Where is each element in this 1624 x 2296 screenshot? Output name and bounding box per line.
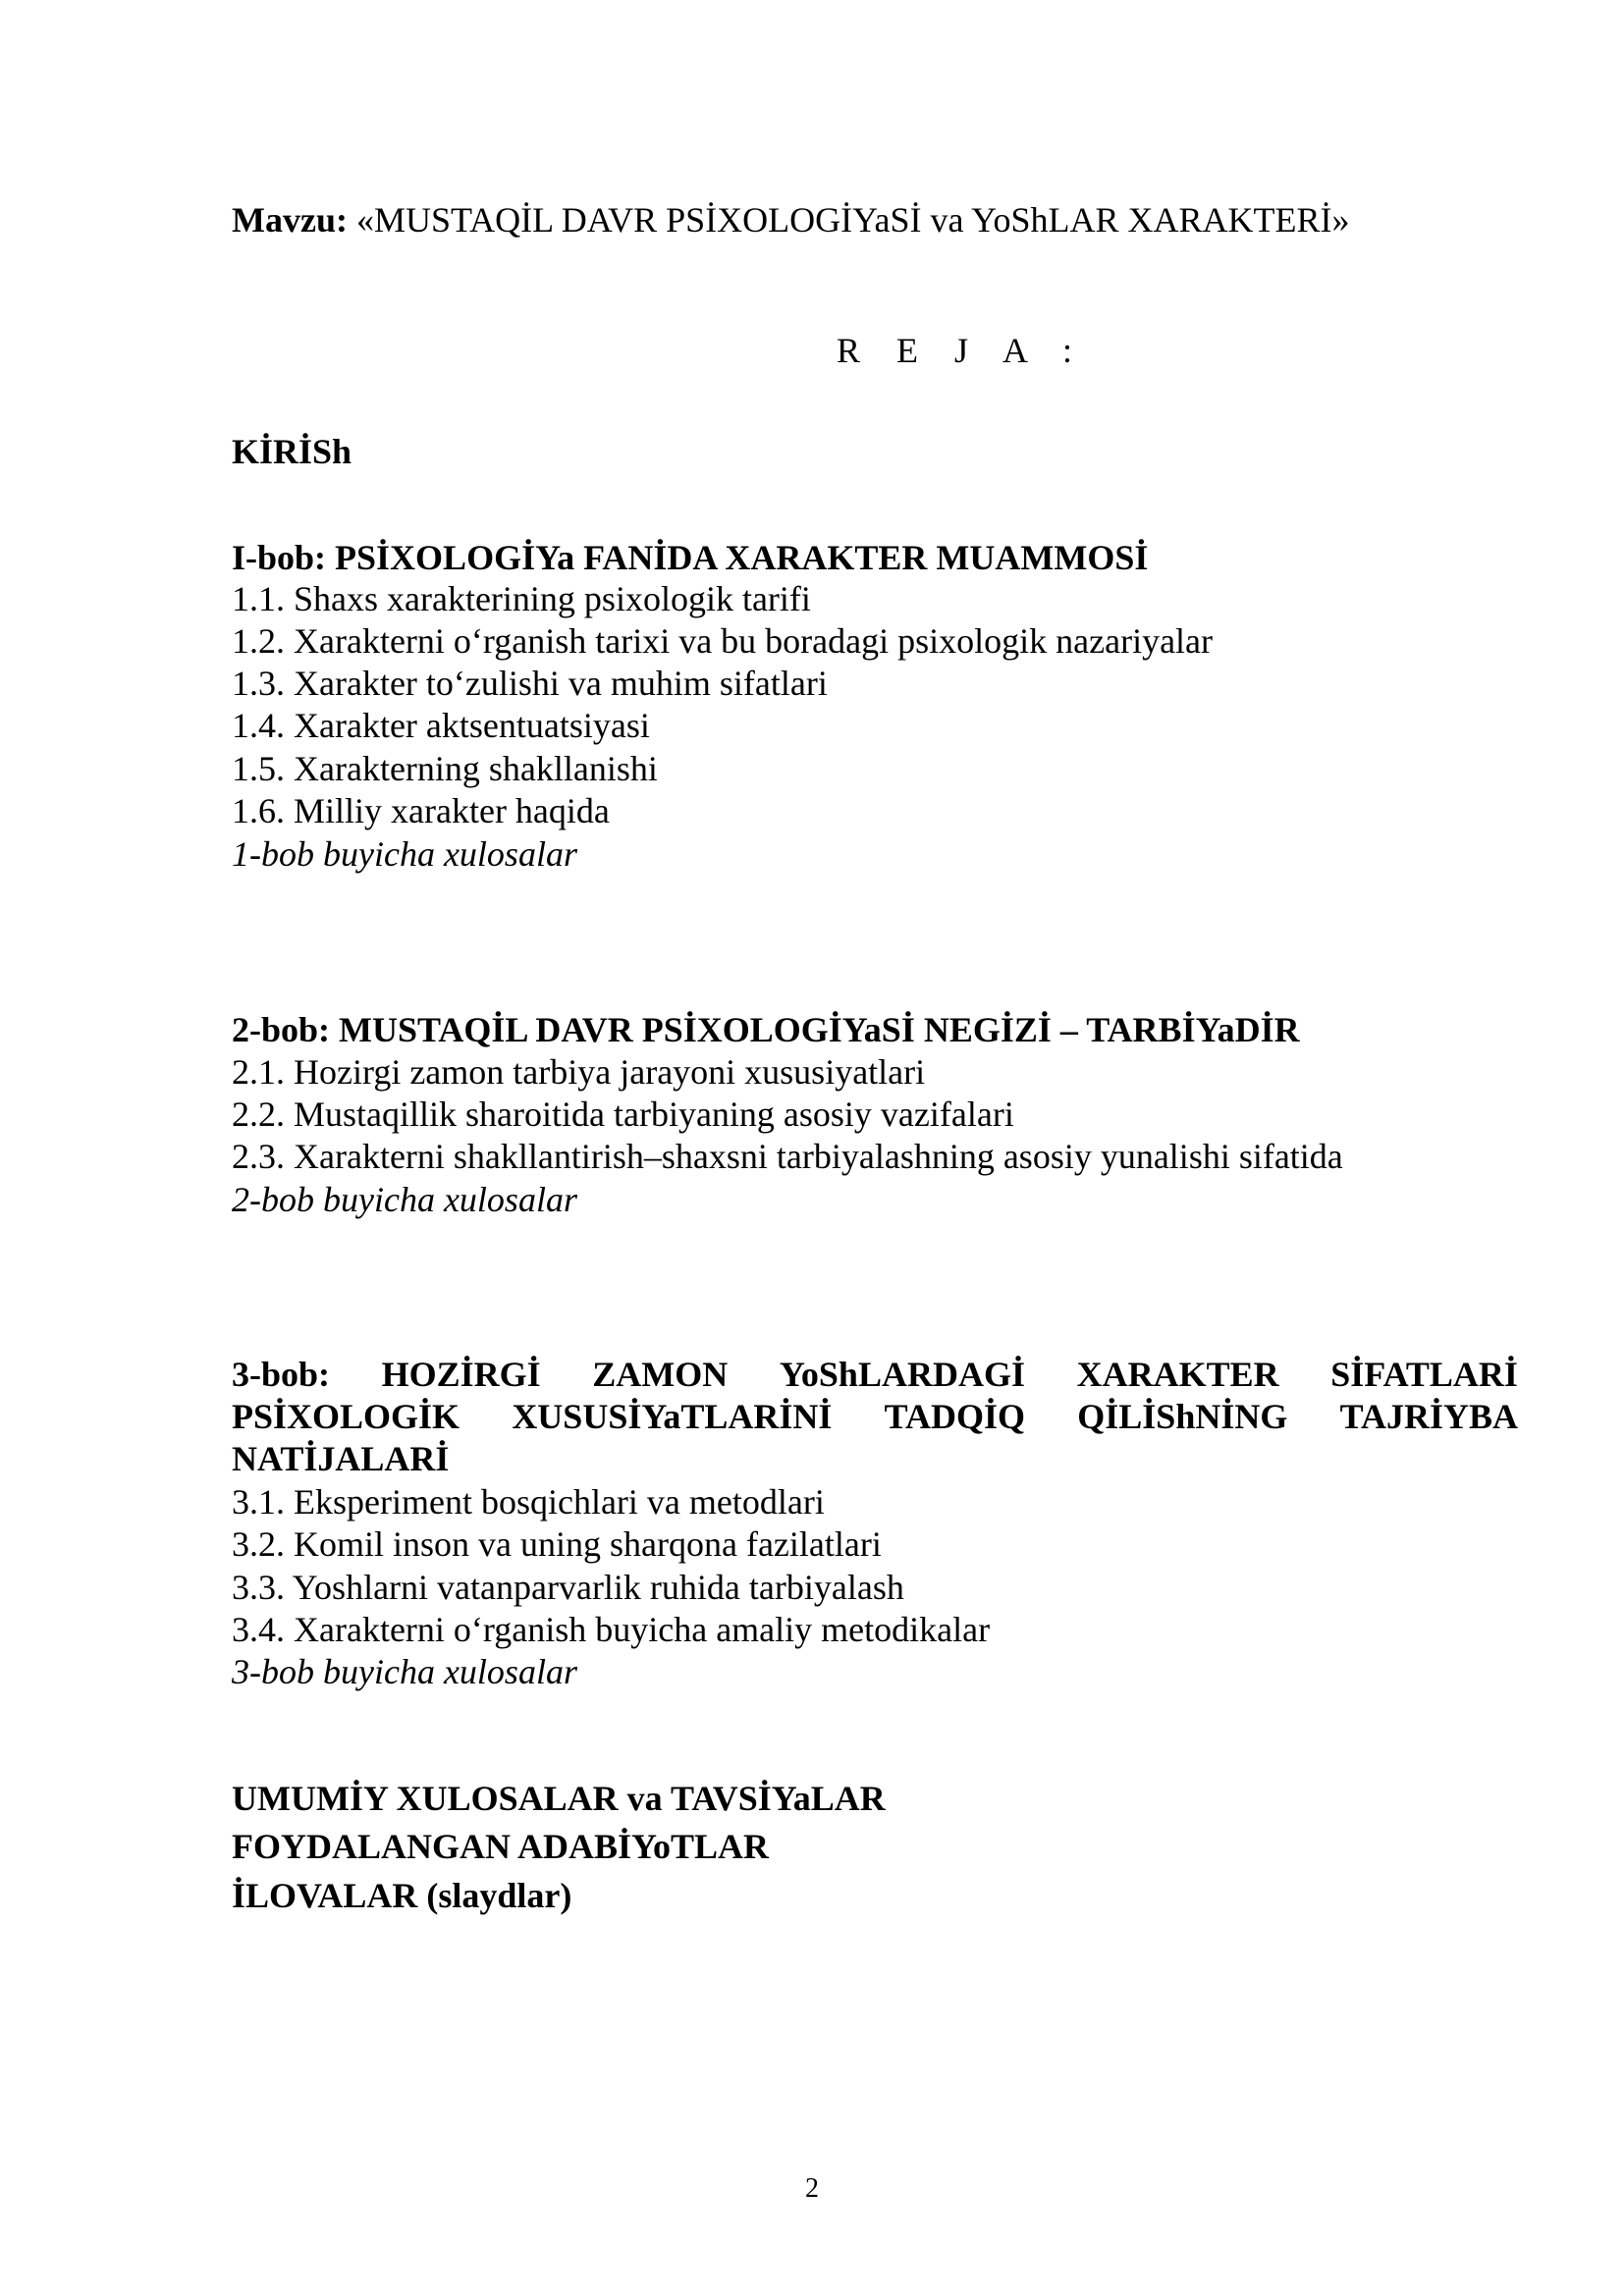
chapter3-item: 3.4. Xarakterni o‘rganish buyicha amaliy metodikalar xyxy=(232,1610,991,1649)
chapter3-title-word: QİLİShNİNG xyxy=(1077,1397,1288,1436)
chapter2-title: 2-bob: MUSTAQİL DAVR PSİXOLOGİYaSİ NEGİZİ – TARBİYaDİR xyxy=(232,1010,1300,1049)
chapter3-title-word: ZAMON xyxy=(592,1355,729,1394)
topic-line xyxy=(232,198,1350,241)
closing-appendices: İLOVALAR (slaydlar) xyxy=(232,1876,572,1915)
chapter3-title-word: PSİXOLOGİK xyxy=(232,1397,460,1436)
chapter2-item: 2.3. Xarakterni shakllantirish–shaxsni tarbiyalashning asosiy yunalishi sifatida xyxy=(232,1137,1343,1176)
chapter3-title-line1 xyxy=(232,1353,1518,1396)
chapter1-item: 1.3. Xarakter to‘zulishi va muhim sifatlari xyxy=(232,664,828,703)
chapter3-title-word: TADQİQ xyxy=(884,1397,1026,1436)
chapter3-title-line3: NATİJALARİ xyxy=(232,1439,450,1478)
chapter3-title-word: HOZİRGİ xyxy=(381,1355,541,1394)
chapter1-item: 1.6. Milliy xarakter haqida xyxy=(232,791,610,830)
topic-label: Mavzu: xyxy=(232,200,348,240)
chapter3-title-word: YoShLARDAGİ xyxy=(779,1355,1025,1394)
chapter3-item: 3.1. Eksperiment bosqichlari va metodlari xyxy=(232,1482,825,1522)
chapter3-title-word: 3-bob: xyxy=(232,1355,331,1394)
chapter3-conclusion: 3-bob buyicha xulosalar xyxy=(232,1652,577,1691)
chapter2-conclusion: 2-bob buyicha xulosalar xyxy=(232,1180,577,1219)
intro-heading: KİRİSh xyxy=(232,432,352,471)
chapter1-title: I-bob: PSİXOLOGİYa FANİDA XARAKTER MUAMMOSİ xyxy=(232,538,1149,577)
page-number: 2 xyxy=(805,2173,819,2204)
chapter3-title-line2 xyxy=(232,1395,1518,1438)
chapter3-title-word: XUSUSİYaTLARİNİ xyxy=(512,1397,833,1436)
chapter3-title-word: SİFATLARİ xyxy=(1330,1355,1518,1394)
chapter3-title-word: TAJRİYBA xyxy=(1339,1397,1518,1436)
chapter1-item: 1.2. Xarakterni o‘rganish tarixi va bu boradagi psixologik nazariyalar xyxy=(232,621,1214,661)
chapter2-item: 2.2. Mustaqillik sharoitida tarbiyaning asosiy vazifalari xyxy=(232,1095,1014,1134)
chapter3-item: 3.3. Yoshlarni vatanparvarlik ruhida tarbiyalash xyxy=(232,1568,904,1607)
closing-literature: FOYDALANGAN ADABİYoTLAR xyxy=(232,1827,770,1866)
chapter2-item: 2.1. Hozirgi zamon tarbiya jarayoni xususiyatlari xyxy=(232,1052,926,1092)
topic-title: «MUSTAQİL DAVR PSİXOLOGİYaSİ va YoShLAR XARAKTERİ» xyxy=(347,200,1350,240)
chapter3-item: 3.2. Komil inson va uning sharqona fazilatlari xyxy=(232,1524,882,1564)
chapter1-item: 1.5. Xarakterning shakllanishi xyxy=(232,749,658,788)
chapter1-item: 1.4. Xarakter aktsentuatsiyasi xyxy=(232,706,650,745)
closing-conclusions: UMUMİY XULOSALAR va TAVSİYaLAR xyxy=(232,1779,886,1818)
plan-heading: R E J A : xyxy=(837,331,1087,370)
chapter1-conclusion: 1-bob buyicha xulosalar xyxy=(232,834,577,874)
chapter1-item: 1.1. Shaxs xarakterining psixologik tarifi xyxy=(232,579,811,618)
chapter3-title-word: XARAKTER xyxy=(1076,1355,1279,1394)
